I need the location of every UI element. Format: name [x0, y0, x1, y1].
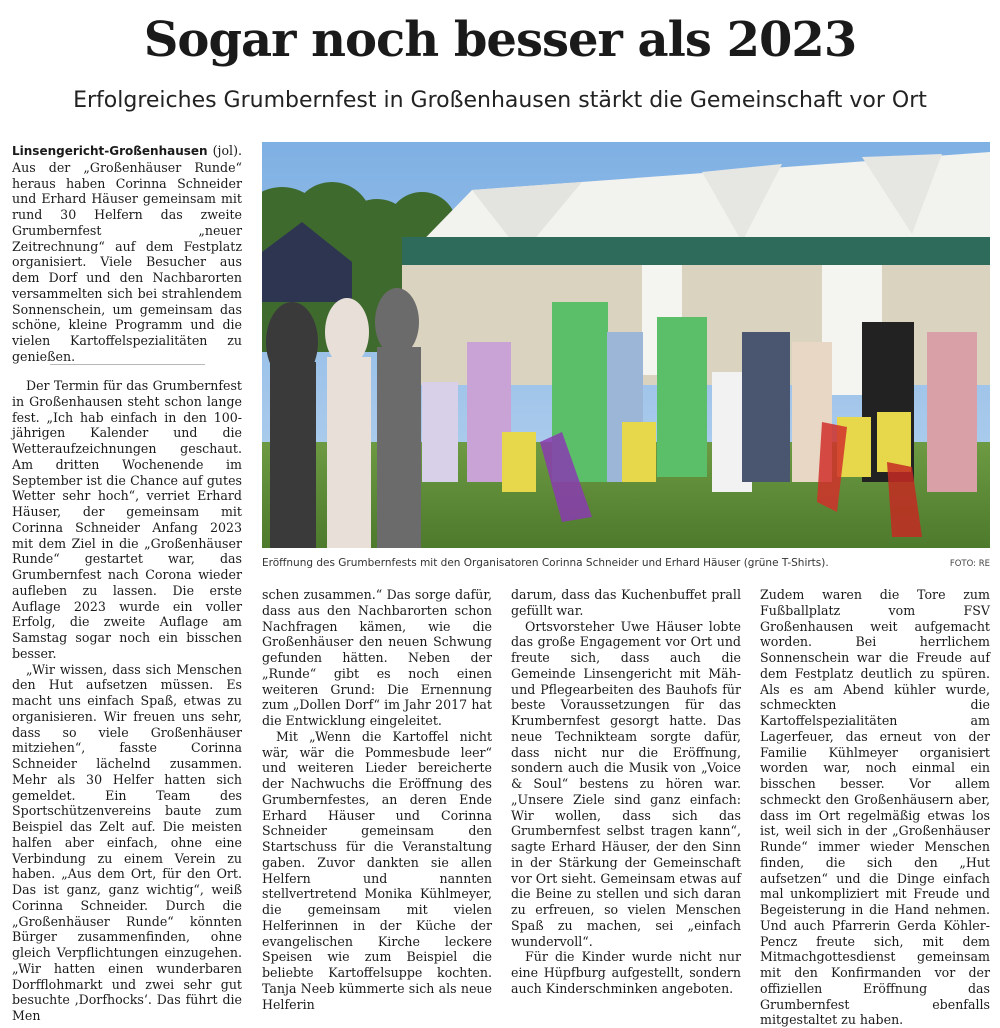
- festival-photo-illustration: [262, 142, 990, 548]
- body-paragraph: „Wir wissen, dass sich Menschen den Hut aufsetzen müssen. Es macht uns einfach Spaß, etwas zu organisieren. Wir freuen uns sehr, dass so viele Großenhäuser mitziehen“, fasste Corinna Schneider lächelnd zusammen. Mehr als 30 Helfer hatten sich gemeldet. Ein Team des Sportschützenvereins baute zum Beispiel das Zelt auf. Die meisten halfen aber einfach, ohne eine Verbindung zu einem Verein zu haben. „Aus dem Ort, für den Ort. Das ist ganz, ganz wichtig“, weiß Corinna Schneider. Durch die „Großenhäuser Runde“ könnten Bürger zusammenfinden, ohne gleich Verpflichtungen einzugehen. „Wir hatten einen wunderbaren Dorfflohmarkt und zwei sehr gut besuchte ‚Dorfhocks‘. Das führt die Men: [12, 661, 242, 1023]
- photo-caption: Eröffnung des Grumbernfests mit den Organisatoren Corinna Schneider und Erhard Häuser (grüne T-Shirts).: [262, 557, 829, 569]
- subheadline: Erfolgreiches Grumbernfest in Großenhausen stärkt die Gemeinschaft vor Ort: [73, 88, 927, 113]
- body-column-4: [760, 587, 990, 1028]
- body-paragraph: schen zusammen.“ Das sorge dafür, dass aus den Nachbarorten schon Nachfragen kämen, wie die Großenhäuser den neuen Schwung gefunden hätten. Neben der „Runde“ gibt es noch einen weiteren Grund: Die Ernennung zum „Dollen Dorf“ im Jahr 2017 hat die Entwicklung eingeleitet.: [262, 587, 492, 728]
- body-paragraph: darum, dass das Kuchenbuffet prall gefüllt war.: [511, 587, 741, 618]
- lead-text: Aus der „Großenhäuser Runde“ heraus haben Corinna Schneider und Erhard Häuser gemeinsam mit rund 30 Helfern das zweite Grumbernfest „neuer Zeitrechnung“ auf dem Festplatz organisiert. Viele Besucher aus dem Dorf und den Nachbarorten versammelten sich bei strahlendem Sonnenschein, um gemeinsam das schöne, kleine Programm und die vielen Kartoffelspezialitäten zu genießen.: [12, 159, 242, 364]
- body-paragraph: Mit „Wenn die Kartoffel nicht wär, wär die Pommesbude leer“ und weiteren Lieder bereicherte der Nachwuchs die Eröffnung des Grumbernfestes, an deren Ende Erhard Häuser und Corinna Schneider gemeinsam den Startschuss für die Veranstaltung gaben. Zuvor dankten sie allen Helfern und nannten stellvertretend Monika Kühlmeyer, die gemeinsam mit vielen Helferinnen in der Küche der evangelischen Kirche leckere Speisen wie zum Beispiel die beliebte Kartoffelsuppe kochten. Tanja Neeb kümmerte sich als neue Helferin: [262, 728, 492, 1012]
- dateline-author: (jol).: [207, 143, 242, 158]
- lead-separator: [50, 364, 205, 365]
- body-paragraph: Für die Kinder wurde nicht nur eine Hüpfburg aufgestellt, sondern auch Kinderschminken angeboten.: [511, 949, 741, 996]
- lead-column: [12, 143, 242, 365]
- body-paragraph: Zudem waren die Tore zum Fußballplatz vom FSV Großenhausen weit aufgemacht worden. Bei herrlichem Sonnenschein war die Freude auf dem Festplatz deutlich zu spüren. Als es am Abend kühler wurde, schmeckten die Kartoffelspezialitäten am Lagerfeuer, das erneut von der Familie Kühlmeyer organisiert worden war, noch einmal ein bisschen besser. Vor allem schmeckt den Großenhäusern aber, dass im Ort regelmäßig etwas los ist, weil sich in der „Großenhäuser Runde“ immer wieder Menschen finden, die sich den „Hut aufsetzen“ und die Dinge einfach mal unkompliziert mit Freude und Begeisterung in die Hand nehmen. Und auch Pfarrerin Gerda Köhler-Pencz freute sich, mit dem Mitmachgottesdienst gemeinsam mit den Konfirmanden vor der offiziellen Eröffnung das Grumbernfest ebenfalls mitgestaltet zu haben.: [760, 587, 990, 1028]
- body-paragraph: Der Termin für das Grumbernfest in Großenhausen steht schon lange fest. „Ich hab einfach in den 100-jährigen Kalender und die Wetteraufzeichnungen geschaut. Am dritten Wochenende im September ist die Chance auf gutes Wetter sehr hoch“, verriet Erhard Häuser, der gemeinsam mit Corinna Schneider Anfang 2023 mit dem Ziel in die „Großenhäuser Runde“ gestartet war, das Grumbernfest nach Corona wieder aufleben zu lassen. Die erste Auflage 2023 wurde ein voller Erfolg, die zweite Auflage am Samstag sogar noch ein bisschen besser.: [12, 378, 242, 661]
- lead-paragraph: [12, 143, 242, 365]
- dateline-location: Linsengericht-Großenhausen: [12, 144, 208, 158]
- photo-credit: FOTO: RE: [949, 559, 990, 569]
- body-paragraph: Ortsvorsteher Uwe Häuser lobte das große Engagement vor Ort und freute sich, dass auch die Gemeinde Linsengericht mit Mäh- und Pflegearbeiten des Bauhofs für beste Voraussetzungen für das Krumbernfest gesorgt hatte. Das neue Technikteam sorgte dafür, dass nicht nur die Eröffnung, sondern auch die Musik von „Voice & Soul“ bestens zu hören war. „Unsere Ziele sind ganz einfach: Wir wollen, dass sich das Grumbernfest selbst tragen kann“, sagte Erhard Häuser, der den Sinn in der Stärkung der Gemeinschaft vor Ort sieht. Gemeinsam etwas auf die Beine zu stellen und sich daran zu erfreuen, so vielen Menschen Spaß zu machen, sei „einfach wundervoll“.: [511, 618, 741, 949]
- body-column-3: [511, 587, 741, 997]
- article-photo: [262, 142, 990, 548]
- body-column-1: [12, 378, 242, 1024]
- headline: Sogar noch besser als 2023: [143, 12, 857, 68]
- body-column-2: [262, 587, 492, 1012]
